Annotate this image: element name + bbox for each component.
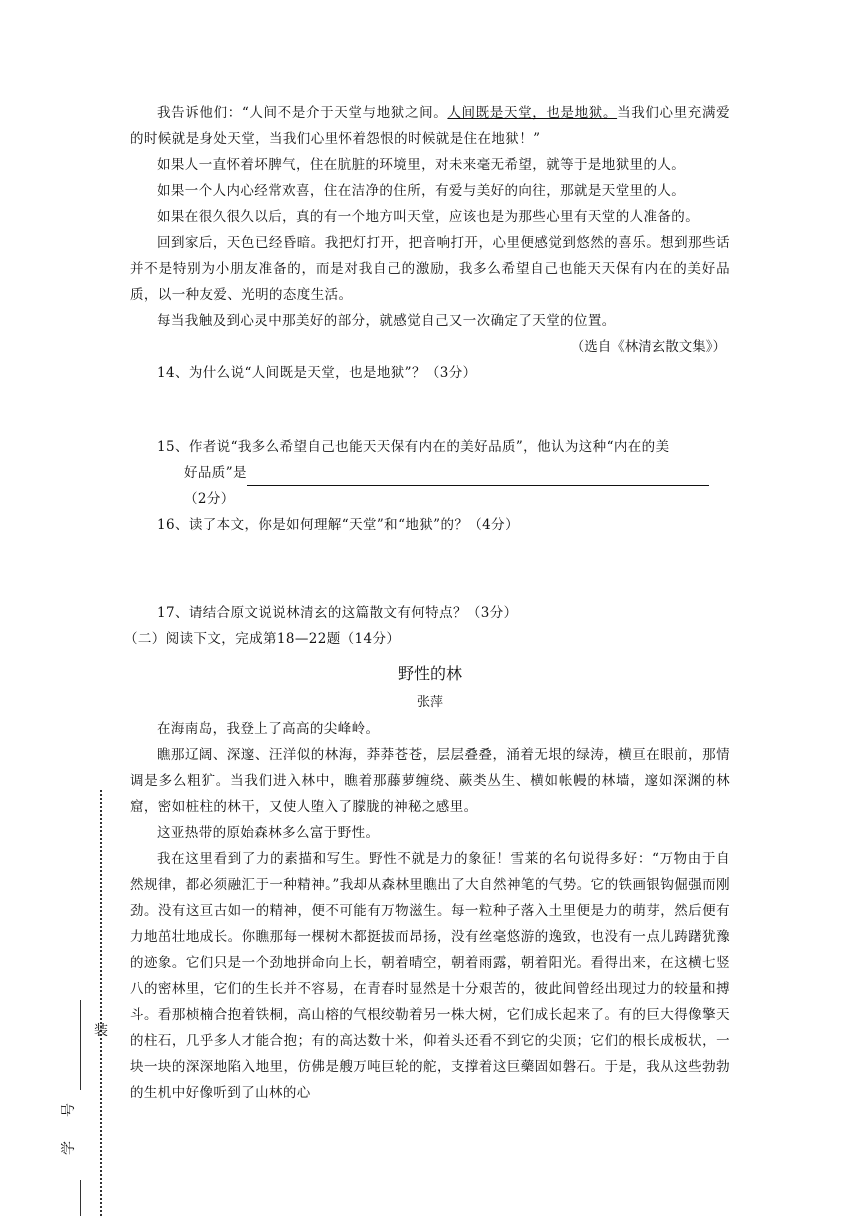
article-title: 野性的林 (397, 664, 462, 683)
answer-space (130, 538, 730, 600)
paragraph-text: 当我们心里充满爱的时候就是身处天堂，当我们心里怀着怨恨的时候就是住在地狱！” (130, 105, 730, 147)
paragraph: 如果人一直怀着坏脾气，住在肮脏的环境里，对未来毫无希望，就等于是地狱里的人。 (157, 157, 686, 173)
binding-rule (80, 1180, 81, 1216)
paragraph (130, 100, 730, 152)
question-17: 17、请结合原文说说林清玄的这篇散文有何特点？（3分） (157, 605, 518, 621)
underlined-sentence: 人间既是天堂，也是地狱。 (447, 105, 618, 121)
student-number-label-char: 号 (61, 1103, 77, 1117)
source-citation: （选自《林清玄散文集》） (570, 339, 726, 355)
binding-rule (80, 1000, 81, 1090)
binding-margin (60, 790, 130, 1216)
exam-page (124, 100, 731, 1106)
binding-dotted-line (100, 790, 102, 1216)
student-number-label-xue: 学 (61, 1141, 77, 1155)
question-14: 14、为什么说“人间既是天堂，也是地狱”？（3分） (157, 365, 477, 381)
paragraph: 如果在很久很久以后，真的有一个地方叫天堂，应该也是为那些心里有天堂的人准备的。 (157, 209, 700, 225)
question-15 (130, 434, 730, 512)
binding-label-zhuang: 装 (94, 1023, 108, 1039)
paragraph: 我在这里看到了力的素描和写生。野性不就是力的象征！雪莱的名句说得多好：“万物由于自然规律，都必须融汇于一种精神。”我却从森林里瞧出了大自然神笔的气势。它的铁画银钩倔强而刚劲。没有这亘古如一的精神，便不可能有万物滋生。每一粒种子落入土里便是力的萌芽，然后便有力地茁壮地成长。你瞧那每一棵树木都挺拔而昂扬，没有丝毫悠游的逸致，也没有一点儿踌躇犹豫的迹象。它们只是一个劲地拼命向上长，朝着晴空，朝着雨露，朝着阳光。看得出来，在这横七竖八的密林里，它们的生长并不容易，在青春时显然是十分艰苦的，彼此间曾经出现过力的较量和搏斗。看那桢楠合抱着铁桐，高山榕的气根绞勒着另一株大树，它们成长起来了。有的巨大得像擎天的柱石，几乎多人才能合抱；有的高达数十米，仰着头还看不到它的尖顶；它们的根长成板状，一块一块的深深地陷入地里，仿佛是艘万吨巨轮的舵，支撑着这巨藥固如磐石。于是，我从这些勃勃的生机中好像听到了山林的心 (130, 851, 731, 1101)
question-score: （2分） (184, 491, 235, 507)
paragraph: 如果一个人内心经常欢喜，住在洁净的住所，有爱与美好的向往，那就是天堂里的人。 (157, 183, 686, 199)
paragraph: 瞧那辽阔、深邃、汪洋似的林海，莽莽苍苍，层层叠叠，涌着无垠的绿涛，横亘在眼前，那情调是多么粗犷。当我们进入林中，瞧着那藤萝缠绕、蕨类丛生、横如帐幔的林墙，邃如深渊的林窟，密如桩柱的林干，又使人堕入了朦胧的神秘之感里。 (130, 747, 730, 815)
paragraph: 这亚热带的原始森林多么富于野性。 (157, 825, 380, 841)
section-heading: （二）阅读下文，完成第18—22题（14分） (124, 631, 401, 647)
paragraph: 每当我触及到心灵中那美好的部分，就感觉自己又一次确定了天堂的位置。 (157, 313, 616, 329)
answer-space (130, 386, 730, 432)
question-text: 15、作者说“我多么希望自己也能天天保有内在的美好品质”，他认为这种“内在的美 (157, 439, 670, 455)
paragraph-text: 我告诉他们：“人间不是介于天堂与地狱之间。 (157, 105, 448, 121)
question-text: 好品质”是 (184, 465, 247, 481)
paragraph: 回到家后，天色已经昏暗。我把灯打开，把音响打开，心里便感觉到悠然的喜乐。想到那些话并不是特别为小朋友准备的，而是对我自己的激励，我多么希望自己也能天天保有内在的美好品质，以一种友爱、光明的态度生活。 (130, 235, 730, 303)
article-author: 张萍 (416, 695, 443, 710)
answer-blank[interactable] (247, 467, 709, 486)
question-16: 16、读了本文，你是如何理解“天堂”和“地狱”的？（4分） (157, 517, 519, 533)
paragraph: 在海南岛，我登上了高高的尖峰岭。 (157, 721, 380, 737)
